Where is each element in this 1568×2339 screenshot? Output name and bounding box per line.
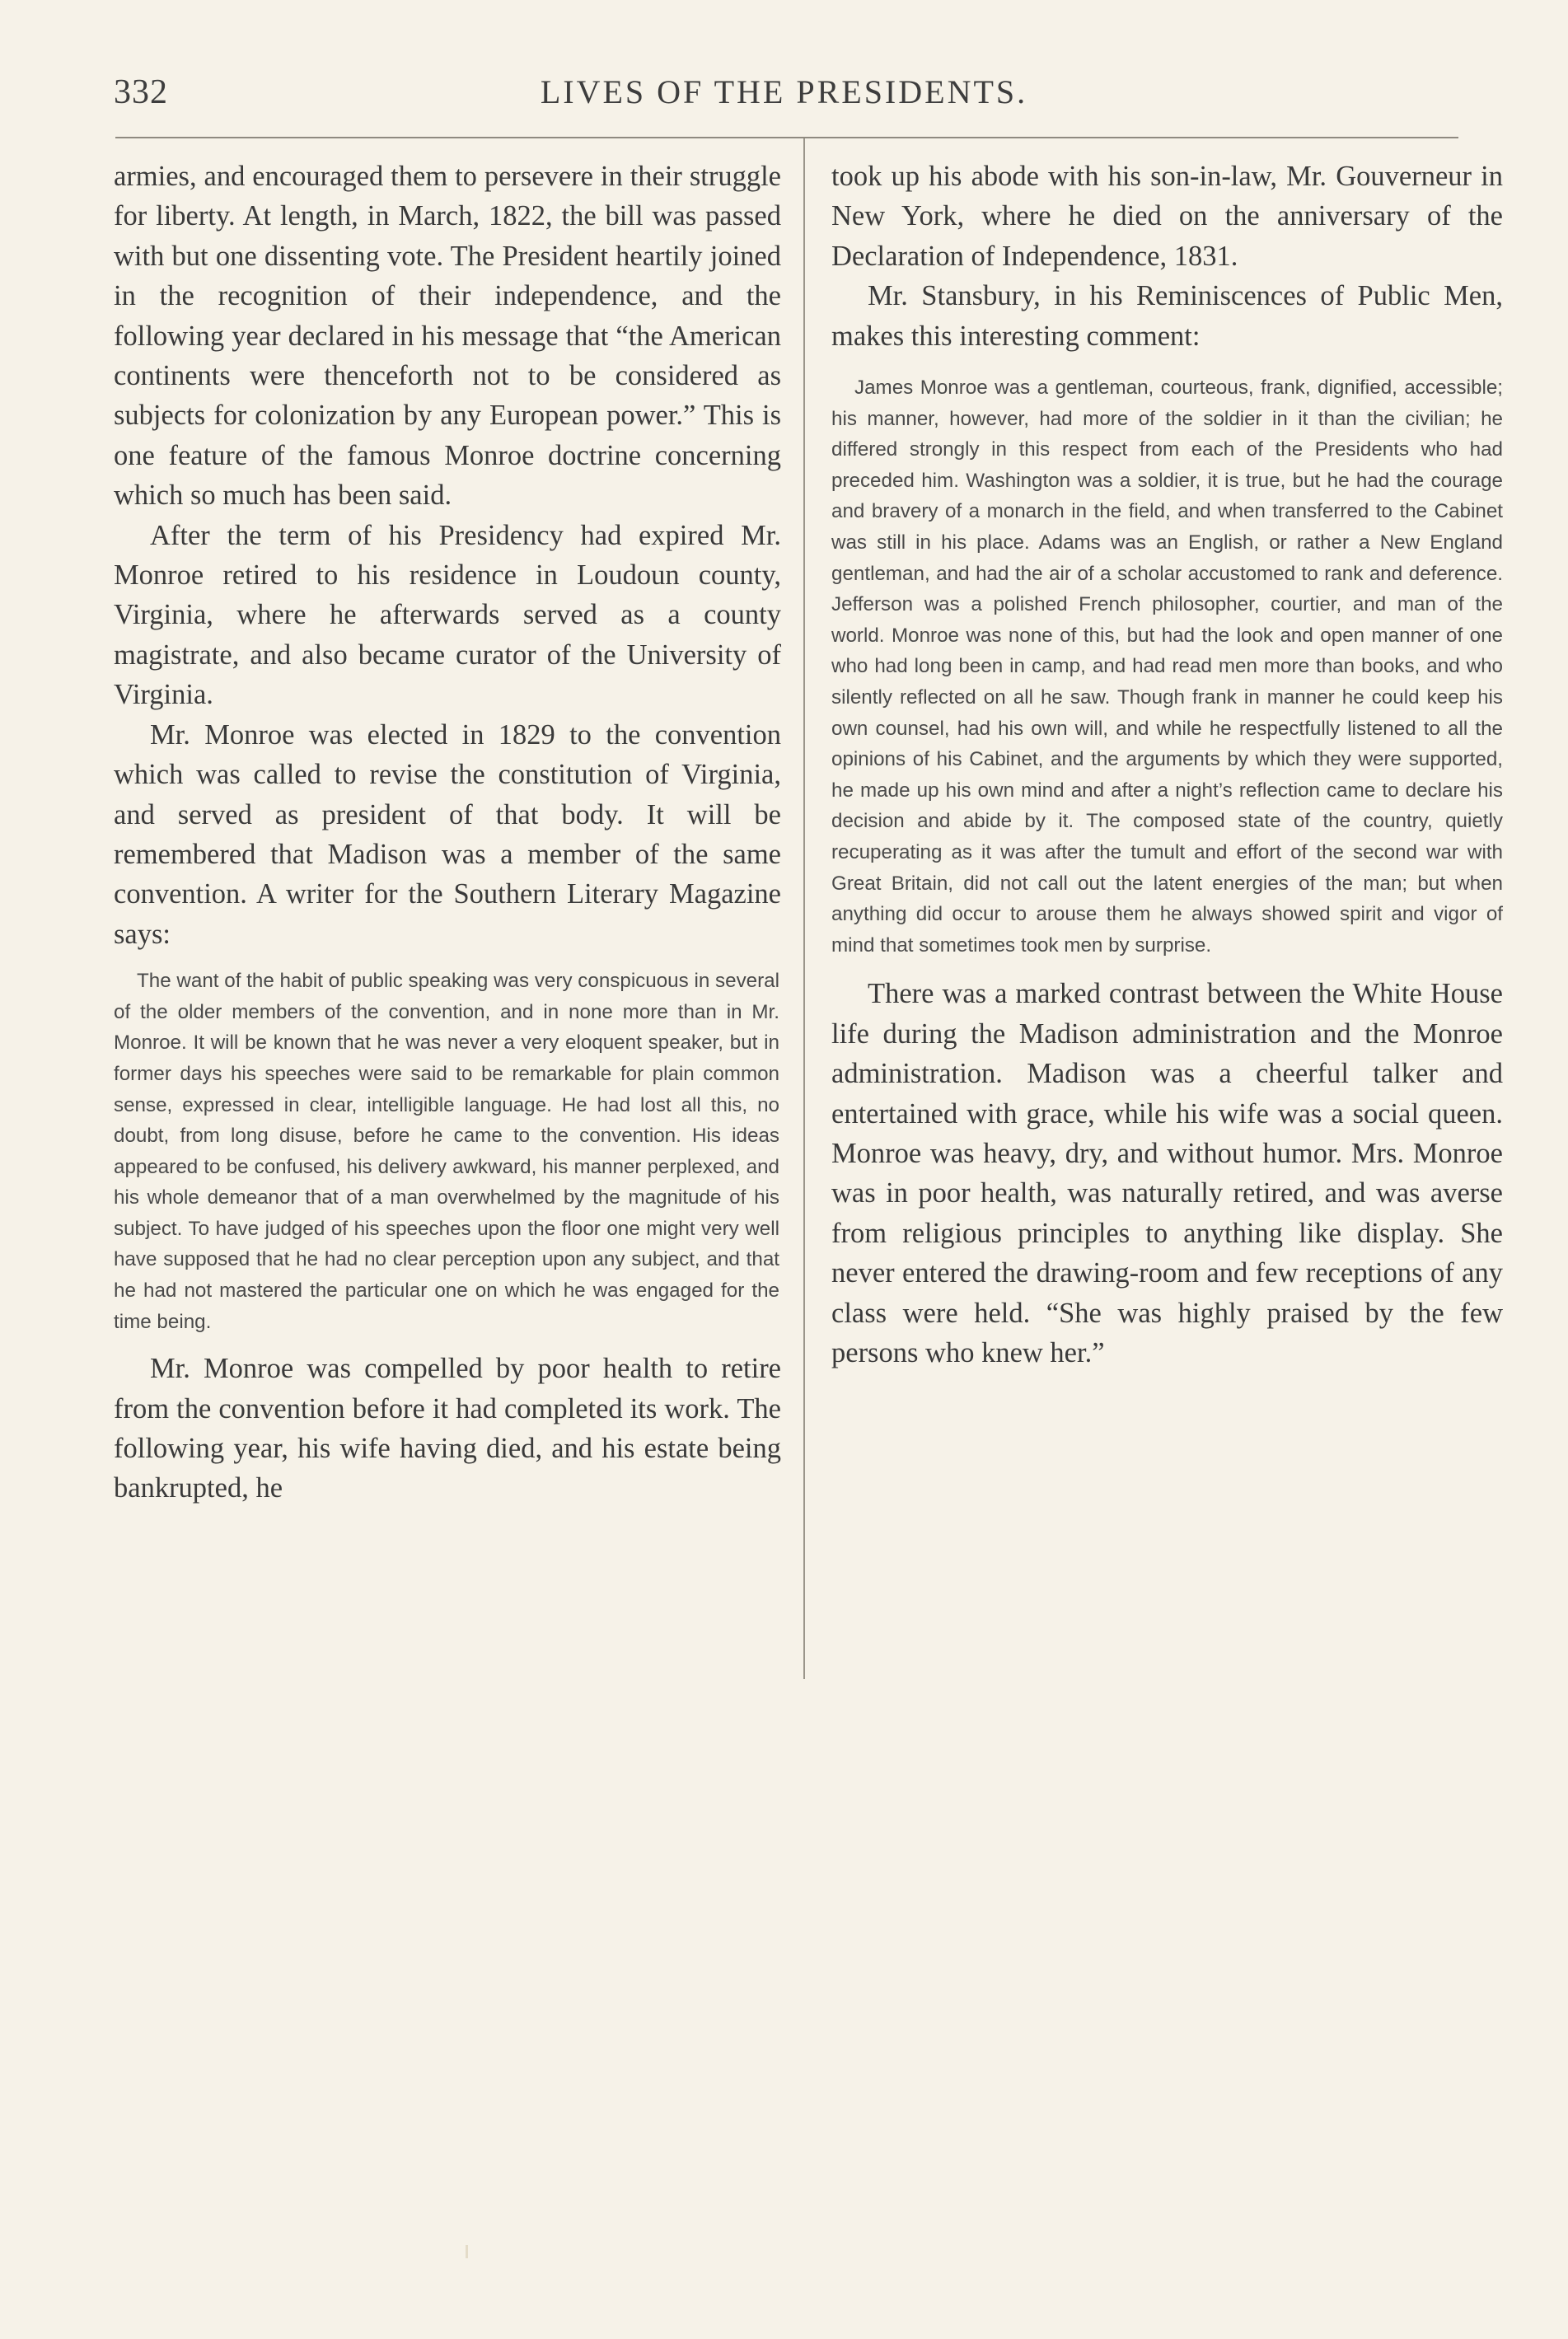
right-paragraph-3: There was a marked contrast between the White House life during the Madison administration and the Monroe administration. Madison was a cheerful talker and entertained with grace, while his wife was a social queen. Monroe was heavy, dry, and without humor. Mrs. Monroe was in poor health, was naturally retired, and was averse from religious principles to anything like display. She never entered the drawing-room and few receptions of any class were held. “She was highly praised by the few persons who knew her.” [831, 978, 1503, 1368]
page-number: 332 [114, 73, 168, 111]
left-block-quote: The want of the habit of public speaking was very conspicuous in several of the older members of the convention, and in none more than in Mr. Monroe. It will be known that he was never a very eloquent speaker, but in former days his speeches were said to be remarkable for plain common sense, expressed in clear, intelligible language. He had lost all this, no doubt, from long disuse, before he came to the convention. His ideas appeared to be confused, his delivery awkward, his manner perplexed, and his whole demeanor that of a man overwhelmed by the magnitude of his subject. To have judged of his speeches upon the floor one might very well have supposed that he had no clear perception upon any subject, and that he had not mastered the particular one on which he was engaged for the time being. [114, 970, 779, 1333]
running-title: LIVES OF THE PRESIDENTS. [540, 73, 1028, 110]
left-paragraph-4: Mr. Monroe was compelled by poor health to retire from the convention before it had completed its work. The following year, his wife having died, and his estate being bankrupted, he [114, 1353, 781, 1504]
column-divider [803, 138, 805, 1679]
paper-mark [466, 2245, 468, 2258]
left-paragraph-3: Mr. Monroe was elected in 1829 to the convention which was called to revise the constitution of Virginia, and served as president of that body. It will be remembered that Madison was a member of the same convention. A writer for the Southern Literary Magazine says: [114, 718, 781, 950]
left-paragraph-1: armies, and encouraged them to persevere in their struggle for liberty. At length, in March, 1822, the bill was passed with but one dissenting vote. The President heartily joined in the recognition of their independence, and the following year declared in his message that “the American continents were thenceforth not to be considered as subjects for colonization by any European power.” This is one feature of the famous Monroe doctrine concerning which so much has been said. [114, 161, 781, 512]
header-rule [115, 137, 1458, 138]
left-column [114, 157, 781, 1509]
right-column [831, 157, 1503, 1373]
right-paragraph-1: took up his abode with his son-in-law, Mr. Gouverneur in New York, where he died on the anniversary of the Declaration of Independence, 1831. [831, 161, 1503, 272]
left-paragraph-2: After the term of his Presidency had expired Mr. Monroe retired to his residence in Loudoun county, Virginia, where he afterwards served as a county magistrate, and also became curator of the University of Virginia. [114, 519, 781, 711]
right-paragraph-2: Mr. Stansbury, in his Reminiscences of Public Men, makes this interesting comment: [831, 280, 1503, 352]
right-block-quote: James Monroe was a gentleman, courteous, frank, dignified, accessible; his manner, however, had more of the soldier in it than the civilian; he differed strongly in this respect from each of the Presidents who had preceded him. Washington was a soldier, it is true, but he had the courage and bravery of a monarch in the field, and when transferred to the Cabinet was still in his place. Adams was an English, or rather a New England gentleman, and had the air of a scholar accustomed to rank and deference. Jefferson was a polished French philosopher, courtier, and man of the world. Monroe was none of this, but had the look and open manner of one who had long been in camp, and had read men more than books, and who silently reflected on all he saw. Though frank in manner he could keep his own counsel, had his own will, and while he respectfully listened to all the opinions of his Cabinet, and the arguments by which they were supported, he made up his own mind and after a night’s reflection came to declare his decision and abide by it. The composed state of the country, quietly recuperating as it was after the tumult and effort of the second war with Great Britain, did not call out the latent energies of the man; but when anything did occur to arouse them he always showed spirit and vigor of mind that sometimes took men by surprise. [831, 377, 1503, 957]
